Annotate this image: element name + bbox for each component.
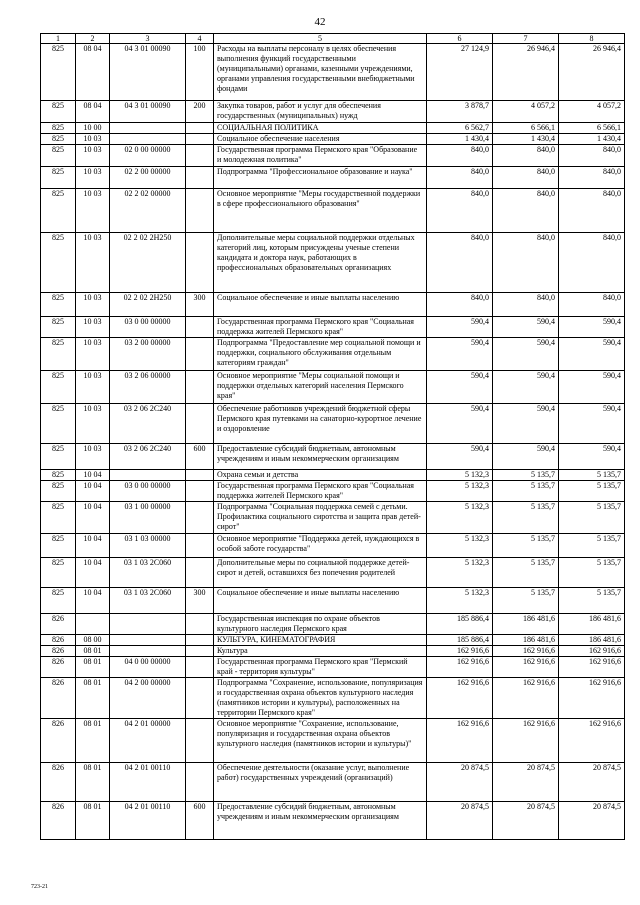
target-article-code: [110, 646, 186, 657]
item-name: Подпрограмма "Сохранение, использование, популяризация и государственная охрана объектов культурного наследия (памятников истории и культуры), расположенных на территории Пермского края": [214, 678, 427, 719]
target-article-code: 03 0 00 00000: [110, 481, 186, 502]
section-code: 10 03: [76, 317, 110, 338]
table-row: [41, 123, 625, 134]
section-code: 10 03: [76, 371, 110, 404]
section-code: 10 04: [76, 481, 110, 502]
item-name: Расходы на выплаты персоналу в целях обеспечения выполнения функций государственными (муниципальными) органами, казенными учреждениями, органами управления государственными внебюджетными фондами: [214, 44, 427, 101]
table-row: [41, 678, 625, 719]
target-article-code: 02 2 02 2Н250: [110, 233, 186, 293]
item-name: Подпрограмма "Социальная поддержка семей с детьми. Профилактика социального сиротства и защита прав детей-сирот": [214, 502, 427, 534]
item-name: Основное мероприятие "Сохранение, использование, популяризация и государственная охрана объектов культурного наследия (памятников истории и культуры)": [214, 719, 427, 763]
amount-col-6: 20 874,5: [427, 763, 493, 802]
target-article-code: 04 0 00 00000: [110, 657, 186, 678]
amount-col-6: 1 430,4: [427, 134, 493, 145]
column-number: 8: [559, 34, 625, 44]
expense-type-code: 300: [186, 588, 214, 614]
expense-type-code: [186, 233, 214, 293]
amount-col-6: 840,0: [427, 167, 493, 189]
amount-col-7: 6 566,1: [493, 123, 559, 134]
amount-col-7: 1 430,4: [493, 134, 559, 145]
admin-code: 826: [41, 763, 76, 802]
admin-code: 826: [41, 614, 76, 635]
column-number: 2: [76, 34, 110, 44]
table-row: [41, 167, 625, 189]
admin-code: 826: [41, 657, 76, 678]
amount-col-6: 5 132,3: [427, 588, 493, 614]
target-article-code: [110, 635, 186, 646]
section-code: 10 03: [76, 167, 110, 189]
amount-col-7: 840,0: [493, 189, 559, 233]
expense-type-code: [186, 558, 214, 588]
admin-code: 825: [41, 101, 76, 123]
admin-code: 826: [41, 802, 76, 840]
table-row: [41, 444, 625, 470]
amount-col-8: 5 135,7: [559, 481, 625, 502]
expense-type-code: [186, 123, 214, 134]
amount-col-8: 186 481,6: [559, 614, 625, 635]
expense-type-code: [186, 763, 214, 802]
amount-col-7: 186 481,6: [493, 635, 559, 646]
amount-col-8: 162 916,6: [559, 719, 625, 763]
admin-code: 825: [41, 233, 76, 293]
table-row: [41, 502, 625, 534]
item-name: Закупка товаров, работ и услуг для обеспечения государственных (муниципальных) нужд: [214, 101, 427, 123]
section-code: 10 03: [76, 404, 110, 444]
table-row: [41, 481, 625, 502]
item-name: Социальное обеспечение и иные выплаты населению: [214, 293, 427, 317]
amount-col-6: 590,4: [427, 404, 493, 444]
expense-type-code: 600: [186, 802, 214, 840]
amount-col-8: 5 135,7: [559, 502, 625, 534]
footer-code: 723-21: [31, 884, 48, 890]
target-article-code: 03 1 03 2С060: [110, 588, 186, 614]
amount-col-8: 26 946,4: [559, 44, 625, 101]
column-number: 1: [41, 34, 76, 44]
target-article-code: 02 2 02 2Н250: [110, 293, 186, 317]
target-article-code: 02 0 00 00000: [110, 145, 186, 167]
amount-col-7: 20 874,5: [493, 802, 559, 840]
expense-type-code: 200: [186, 101, 214, 123]
expense-type-code: [186, 317, 214, 338]
expense-type-code: [186, 145, 214, 167]
target-article-code: 02 2 02 00000: [110, 189, 186, 233]
expense-type-code: [186, 635, 214, 646]
amount-col-7: 840,0: [493, 233, 559, 293]
admin-code: 825: [41, 123, 76, 134]
expense-type-code: [186, 534, 214, 558]
admin-code: 825: [41, 145, 76, 167]
amount-col-8: 840,0: [559, 293, 625, 317]
item-name: КУЛЬТУРА, КИНЕМАТОГРАФИЯ: [214, 635, 427, 646]
amount-col-8: 590,4: [559, 404, 625, 444]
admin-code: 825: [41, 470, 76, 481]
section-code: 10 04: [76, 588, 110, 614]
section-code: 08 01: [76, 719, 110, 763]
expense-type-code: [186, 678, 214, 719]
amount-col-6: 590,4: [427, 371, 493, 404]
amount-col-8: 4 057,2: [559, 101, 625, 123]
table-row: [41, 719, 625, 763]
amount-col-6: 27 124,9: [427, 44, 493, 101]
item-name: Социальное обеспечение населения: [214, 134, 427, 145]
amount-col-7: 590,4: [493, 404, 559, 444]
column-number: 7: [493, 34, 559, 44]
amount-col-7: 590,4: [493, 317, 559, 338]
amount-col-7: 4 057,2: [493, 101, 559, 123]
table-row: [41, 371, 625, 404]
table-row: [41, 657, 625, 678]
target-article-code: 03 2 00 00000: [110, 338, 186, 371]
section-code: 10 04: [76, 534, 110, 558]
amount-col-8: 840,0: [559, 167, 625, 189]
table-row: [41, 646, 625, 657]
amount-col-6: 840,0: [427, 233, 493, 293]
amount-col-6: 5 132,3: [427, 481, 493, 502]
amount-col-8: 20 874,5: [559, 802, 625, 840]
admin-code: 826: [41, 678, 76, 719]
table-row: [41, 44, 625, 101]
section-code: 08 01: [76, 657, 110, 678]
table-row: [41, 802, 625, 840]
column-number: 6: [427, 34, 493, 44]
amount-col-7: 5 135,7: [493, 558, 559, 588]
amount-col-7: 20 874,5: [493, 763, 559, 802]
column-number: 5: [214, 34, 427, 44]
section-code: 10 04: [76, 470, 110, 481]
amount-col-6: 3 878,7: [427, 101, 493, 123]
amount-col-6: 590,4: [427, 338, 493, 371]
expense-type-code: [186, 134, 214, 145]
table-row: [41, 558, 625, 588]
amount-col-8: 162 916,6: [559, 646, 625, 657]
target-article-code: 03 1 03 2С060: [110, 558, 186, 588]
item-name: Государственная программа Пермского края "Образование и молодежная политика": [214, 145, 427, 167]
budget-table: [40, 33, 625, 840]
amount-col-7: 162 916,6: [493, 657, 559, 678]
table-row: [41, 614, 625, 635]
item-name: Дополнительные меры социальной поддержки отдельных категорий лиц, которым присуждены ученые степени кандидата и доктора наук, работающих в профессиональных образовательных организациях: [214, 233, 427, 293]
admin-code: 825: [41, 444, 76, 470]
section-code: 08 01: [76, 763, 110, 802]
table-row: [41, 588, 625, 614]
amount-col-8: 840,0: [559, 145, 625, 167]
expense-type-code: [186, 167, 214, 189]
section-code: 08 04: [76, 101, 110, 123]
amount-col-7: 186 481,6: [493, 614, 559, 635]
amount-col-8: 5 135,7: [559, 470, 625, 481]
target-article-code: [110, 614, 186, 635]
target-article-code: 02 2 00 00000: [110, 167, 186, 189]
target-article-code: 04 3 01 00090: [110, 44, 186, 101]
amount-col-7: 590,4: [493, 444, 559, 470]
expense-type-code: [186, 657, 214, 678]
target-article-code: 03 2 06 2С240: [110, 444, 186, 470]
target-article-code: [110, 134, 186, 145]
amount-col-8: 5 135,7: [559, 558, 625, 588]
amount-col-6: 20 874,5: [427, 802, 493, 840]
amount-col-7: 5 135,7: [493, 502, 559, 534]
admin-code: 825: [41, 588, 76, 614]
amount-col-6: 5 132,3: [427, 470, 493, 481]
section-code: 10 03: [76, 189, 110, 233]
amount-col-7: 162 916,6: [493, 678, 559, 719]
admin-code: 825: [41, 534, 76, 558]
amount-col-8: 590,4: [559, 317, 625, 338]
expense-type-code: [186, 470, 214, 481]
item-name: Обеспечение деятельности (оказание услуг, выполнение работ) государственных учреждений (организаций): [214, 763, 427, 802]
amount-col-6: 590,4: [427, 317, 493, 338]
item-name: Культура: [214, 646, 427, 657]
admin-code: 825: [41, 189, 76, 233]
admin-code: 826: [41, 635, 76, 646]
target-article-code: 03 2 06 00000: [110, 371, 186, 404]
table-row: [41, 134, 625, 145]
expense-type-code: [186, 338, 214, 371]
amount-col-8: 162 916,6: [559, 678, 625, 719]
admin-code: 826: [41, 646, 76, 657]
table-row: [41, 233, 625, 293]
column-number: 3: [110, 34, 186, 44]
amount-col-7: 162 916,6: [493, 646, 559, 657]
item-name: Охрана семьи и детства: [214, 470, 427, 481]
admin-code: 825: [41, 481, 76, 502]
section-code: 10 00: [76, 123, 110, 134]
target-article-code: 03 0 00 00000: [110, 317, 186, 338]
column-number: 4: [186, 34, 214, 44]
expense-type-code: 100: [186, 44, 214, 101]
admin-code: 825: [41, 293, 76, 317]
item-name: Подпрограмма "Профессиональное образование и наука": [214, 167, 427, 189]
target-article-code: [110, 470, 186, 481]
amount-col-6: 185 886,4: [427, 635, 493, 646]
amount-col-6: 5 132,3: [427, 534, 493, 558]
table-row: [41, 101, 625, 123]
table-row: [41, 404, 625, 444]
section-code: 10 04: [76, 558, 110, 588]
section-code: 10 03: [76, 134, 110, 145]
amount-col-7: 5 135,7: [493, 534, 559, 558]
section-code: 10 03: [76, 338, 110, 371]
item-name: Государственная инспекция по охране объектов культурного наследия Пермского края: [214, 614, 427, 635]
amount-col-6: 840,0: [427, 145, 493, 167]
expense-type-code: [186, 646, 214, 657]
admin-code: 825: [41, 44, 76, 101]
amount-col-6: 162 916,6: [427, 719, 493, 763]
table-row: [41, 189, 625, 233]
expense-type-code: [186, 371, 214, 404]
admin-code: 825: [41, 317, 76, 338]
admin-code: 825: [41, 371, 76, 404]
amount-col-7: 5 135,7: [493, 588, 559, 614]
section-code: 08 04: [76, 44, 110, 101]
amount-col-8: 590,4: [559, 371, 625, 404]
amount-col-6: 590,4: [427, 444, 493, 470]
amount-col-7: 840,0: [493, 145, 559, 167]
item-name: Основное мероприятие "Поддержка детей, нуждающихся в особой заботе государства": [214, 534, 427, 558]
expense-type-code: 600: [186, 444, 214, 470]
amount-col-6: 840,0: [427, 189, 493, 233]
item-name: Основное мероприятие "Меры социальной помощи и поддержки отдельных категорий населения Пермского края": [214, 371, 427, 404]
amount-col-6: 5 132,3: [427, 558, 493, 588]
target-article-code: 04 2 01 00110: [110, 763, 186, 802]
amount-col-7: 840,0: [493, 167, 559, 189]
amount-col-8: 186 481,6: [559, 635, 625, 646]
item-name: СОЦИАЛЬНАЯ ПОЛИТИКА: [214, 123, 427, 134]
item-name: Государственная программа Пермского края "Социальная поддержка жителей Пермского края": [214, 481, 427, 502]
admin-code: 825: [41, 558, 76, 588]
section-code: [76, 614, 110, 635]
section-code: 08 01: [76, 646, 110, 657]
amount-col-8: 20 874,5: [559, 763, 625, 802]
table-row: [41, 763, 625, 802]
item-name: Государственная программа Пермского края "Социальная поддержка жителей Пермского края": [214, 317, 427, 338]
section-code: 10 03: [76, 444, 110, 470]
amount-col-8: 840,0: [559, 233, 625, 293]
amount-col-8: 5 135,7: [559, 534, 625, 558]
section-code: 08 01: [76, 802, 110, 840]
target-article-code: [110, 123, 186, 134]
item-name: Государственная программа Пермского края "Пермский край - территория культуры": [214, 657, 427, 678]
table-row: [41, 293, 625, 317]
table-row: [41, 470, 625, 481]
amount-col-8: 6 566,1: [559, 123, 625, 134]
amount-col-6: 5 132,3: [427, 502, 493, 534]
item-name: Предоставление субсидий бюджетным, автономным учреждениям и иным некоммерческим организациям: [214, 802, 427, 840]
admin-code: 825: [41, 502, 76, 534]
amount-col-6: 162 916,6: [427, 657, 493, 678]
amount-col-8: 840,0: [559, 189, 625, 233]
amount-col-7: 5 135,7: [493, 470, 559, 481]
section-code: 10 03: [76, 145, 110, 167]
expense-type-code: 300: [186, 293, 214, 317]
table-row: [41, 145, 625, 167]
admin-code: 825: [41, 404, 76, 444]
amount-col-7: 5 135,7: [493, 481, 559, 502]
section-code: 10 04: [76, 502, 110, 534]
item-name: Дополнительные меры по социальной поддержке детей-сирот и детей, оставшихся без попечения родителей: [214, 558, 427, 588]
section-code: 10 03: [76, 293, 110, 317]
expense-type-code: [186, 189, 214, 233]
item-name: Предоставление субсидий бюджетным, автономным учреждениям и иным некоммерческим организациям: [214, 444, 427, 470]
amount-col-7: 840,0: [493, 293, 559, 317]
section-code: 08 00: [76, 635, 110, 646]
amount-col-6: 162 916,6: [427, 678, 493, 719]
expense-type-code: [186, 719, 214, 763]
page-number: 42: [314, 16, 326, 28]
amount-col-6: 840,0: [427, 293, 493, 317]
amount-col-8: 1 430,4: [559, 134, 625, 145]
table-row: [41, 635, 625, 646]
amount-col-6: 185 886,4: [427, 614, 493, 635]
target-article-code: 04 2 00 00000: [110, 678, 186, 719]
amount-col-7: 162 916,6: [493, 719, 559, 763]
admin-code: 825: [41, 167, 76, 189]
section-code: 08 01: [76, 678, 110, 719]
expense-type-code: [186, 404, 214, 444]
expense-type-code: [186, 614, 214, 635]
amount-col-6: 6 562,7: [427, 123, 493, 134]
item-name: Обеспечение работников учреждений бюджетной сферы Пермского края путевками на санаторно-курортное лечение и оздоровление: [214, 404, 427, 444]
column-number-row: [41, 34, 625, 44]
section-code: 10 03: [76, 233, 110, 293]
target-article-code: 03 1 00 00000: [110, 502, 186, 534]
item-name: Социальное обеспечение и иные выплаты населению: [214, 588, 427, 614]
target-article-code: 04 3 01 00090: [110, 101, 186, 123]
amount-col-7: 590,4: [493, 338, 559, 371]
amount-col-7: 26 946,4: [493, 44, 559, 101]
amount-col-6: 162 916,6: [427, 646, 493, 657]
admin-code: 826: [41, 719, 76, 763]
admin-code: 825: [41, 134, 76, 145]
amount-col-7: 590,4: [493, 371, 559, 404]
amount-col-8: 5 135,7: [559, 588, 625, 614]
table-row: [41, 317, 625, 338]
table-row: [41, 534, 625, 558]
admin-code: 825: [41, 338, 76, 371]
target-article-code: 03 2 06 2С240: [110, 404, 186, 444]
expense-type-code: [186, 481, 214, 502]
item-name: Подпрограмма "Предоставление мер социальной помощи и поддержки, социального обслуживания отдельным категориям граждан": [214, 338, 427, 371]
item-name: Основное мероприятие "Меры государственной поддержки в сфере профессионального образования": [214, 189, 427, 233]
target-article-code: 04 2 01 00000: [110, 719, 186, 763]
table-row: [41, 338, 625, 371]
target-article-code: 03 1 03 00000: [110, 534, 186, 558]
amount-col-8: 590,4: [559, 338, 625, 371]
target-article-code: 04 2 01 00110: [110, 802, 186, 840]
amount-col-8: 590,4: [559, 444, 625, 470]
amount-col-8: 162 916,6: [559, 657, 625, 678]
expense-type-code: [186, 502, 214, 534]
